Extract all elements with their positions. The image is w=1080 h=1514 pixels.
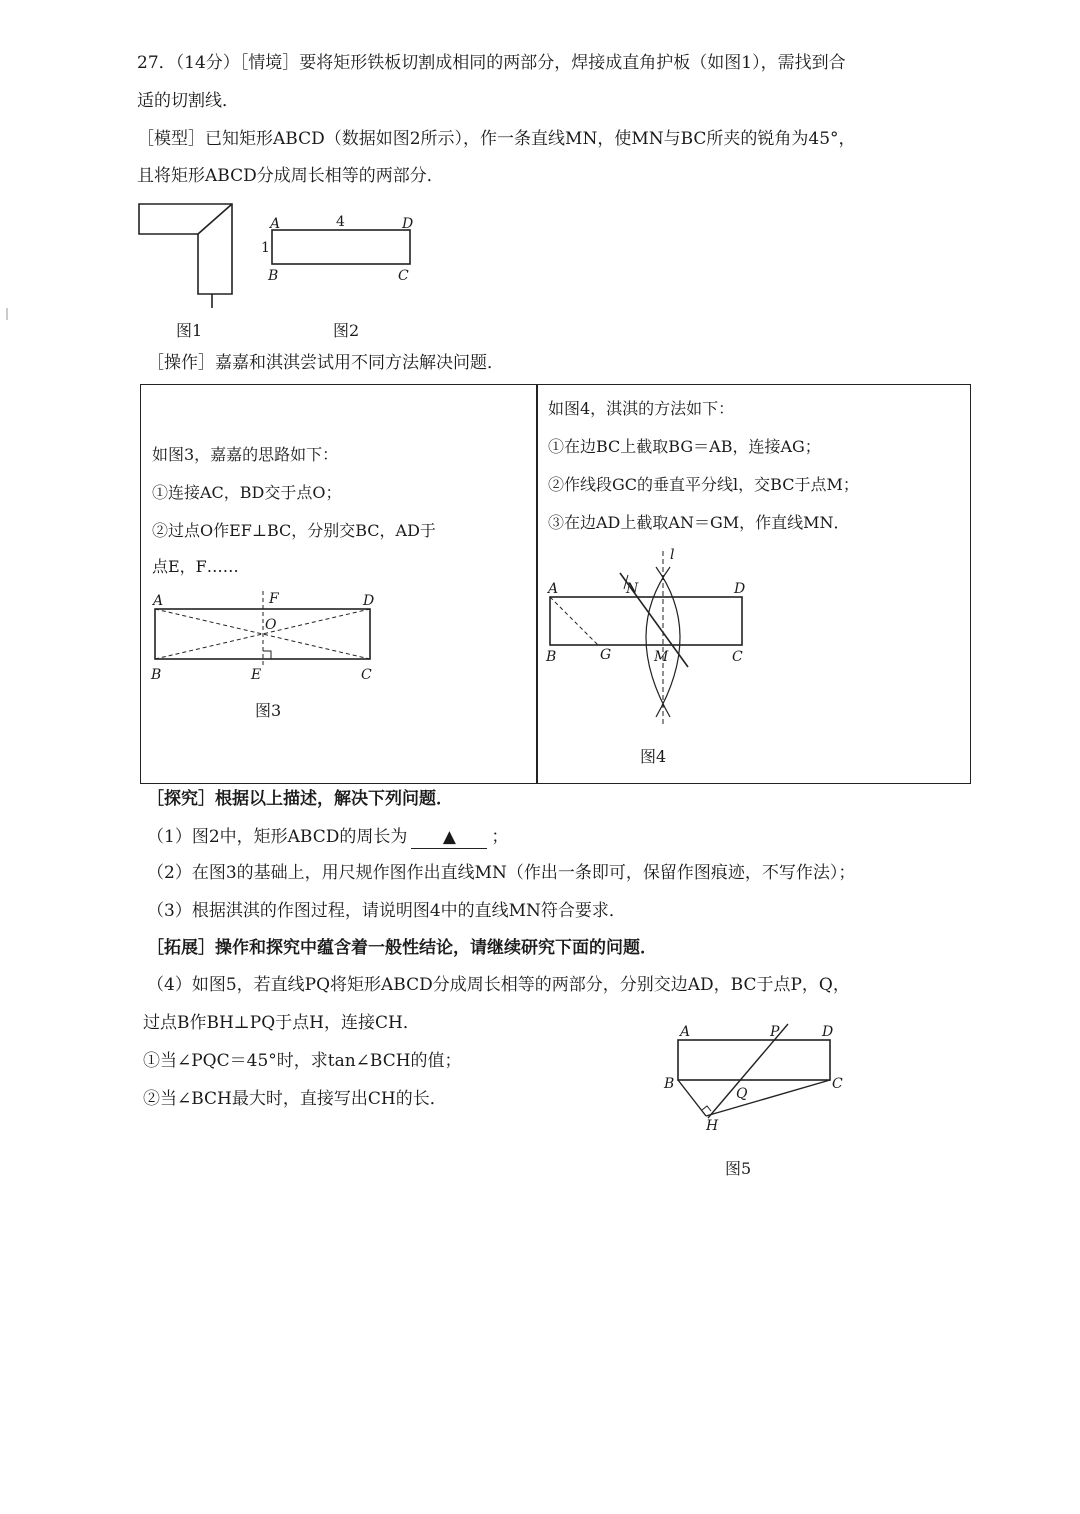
problem-intro-line-1: 27．（14分）［情境］要将矩形铁板切割成相同的两部分，焊接成直角护板（如图1），需找到合 <box>137 53 846 73</box>
fig5-label-c: C <box>832 1076 843 1092</box>
fig2-label-d: D <box>402 216 414 232</box>
fig5-label-p: P <box>770 1024 780 1040</box>
fig4-label-a: A <box>548 581 559 597</box>
fig5-label-d: D <box>822 1024 834 1040</box>
jiajia-line-1: 如图3，嘉嘉的思路如下： <box>152 445 339 464</box>
scan-artifact <box>6 308 8 320</box>
jiajia-step-1: ①连接AC，BD交于点O； <box>152 483 342 502</box>
fig2-top-length: 4 <box>336 214 345 230</box>
fig4-label-d: D <box>734 581 746 597</box>
fig2-side-length: 1 <box>261 240 270 256</box>
explore-q3: （3）根据淇淇的作图过程，请说明图4中的直线MN符合要求． <box>147 901 626 921</box>
extend-q4-sub-1: ①当∠PQC＝45°时，求tan∠BCH的值； <box>143 1051 462 1071</box>
explore-q1-suffix: ； <box>491 827 509 847</box>
operation-box-divider <box>536 385 538 783</box>
fig4-label-l: l <box>670 547 675 563</box>
extend-q4-sub-2: ②当∠BCH最大时，直接写出CH的长． <box>143 1089 447 1109</box>
figure-3-caption: 图3 <box>255 701 282 720</box>
figure-4 <box>542 545 762 730</box>
fig3-label-d: D <box>363 593 375 609</box>
figure-1-caption: 图1 <box>176 321 203 340</box>
fig5-label-a: A <box>680 1024 691 1040</box>
model-line-2: 且将矩形ABCD分成周长相等的两部分． <box>137 166 444 186</box>
fig5-label-b: B <box>664 1076 675 1092</box>
figure-4-caption: 图4 <box>640 747 667 766</box>
figure-5-caption: 图5 <box>725 1159 752 1178</box>
fig3-label-a: A <box>153 593 164 609</box>
explore-q2: （2）在图3的基础上，用尺规作图作出直线MN（作出一条即可，保留作图痕迹，不写作法）； <box>147 863 856 883</box>
fig4-label-g: G <box>600 647 612 663</box>
fig4-label-b: B <box>546 649 557 665</box>
fig5-label-q: Q <box>736 1086 748 1102</box>
qiqi-step-3: ③在边AD上截取AN＝GM，作直线MN． <box>548 513 850 532</box>
explore-title: ［探究］根据以上描述，解决下列问题． <box>147 789 453 809</box>
qiqi-step-2: ②作线段GC的垂直平分线l，交BC于点M； <box>548 475 859 494</box>
jiajia-step-2-cont: 点E，F…… <box>152 557 239 576</box>
fig3-label-f: F <box>269 591 279 607</box>
figure-2-caption: 图2 <box>333 321 360 340</box>
fig2-label-a: A <box>270 216 281 232</box>
figure-3 <box>145 585 385 685</box>
figure-5 <box>660 1018 860 1133</box>
problem-intro-line-2: 适的切割线． <box>137 91 239 111</box>
extend-q4-line-1: （4）如图5，若直线PQ将矩形ABCD分成周长相等的两部分，分别交边AD，BC于点P，Q， <box>147 975 850 995</box>
qiqi-line-1: 如图4，淇淇的方法如下： <box>548 399 735 418</box>
fig5-label-h: H <box>706 1118 719 1133</box>
figure-2-rectangle <box>258 212 428 292</box>
extend-q4-line-2: 过点B作BH⊥PQ于点H，连接CH． <box>143 1013 420 1033</box>
fig2-label-c: C <box>398 268 409 284</box>
extend-title: ［拓展］操作和探究中蕴含着一般性结论，请继续研究下面的问题． <box>147 938 657 958</box>
fig4-label-c: C <box>732 649 743 665</box>
fig3-label-e: E <box>251 667 262 683</box>
fig4-label-n: N <box>626 581 639 597</box>
explore-q1 <box>147 826 508 849</box>
model-line-1: ［模型］已知矩形ABCD（数据如图2所示），作一条直线MN，使MN与BC所夹的锐角为45°， <box>137 129 856 149</box>
fig3-label-o: O <box>265 617 277 633</box>
fig2-label-b: B <box>268 268 279 284</box>
operation-title: ［操作］嘉嘉和淇淇尝试用不同方法解决问题． <box>147 353 504 373</box>
jiajia-step-2: ②过点O作EF⊥BC，分别交BC，AD于 <box>152 521 436 540</box>
qiqi-step-1: ①在边BC上截取BG＝AB，连接AG； <box>548 437 821 456</box>
answer-blank: ▲ <box>411 826 487 849</box>
fig4-label-m: M <box>654 649 669 665</box>
fig3-label-c: C <box>361 667 372 683</box>
explore-q1-text: （1）图2中，矩形ABCD的周长为 <box>147 827 408 847</box>
fig3-label-b: B <box>151 667 162 683</box>
figure-1-l-shape <box>135 198 245 313</box>
